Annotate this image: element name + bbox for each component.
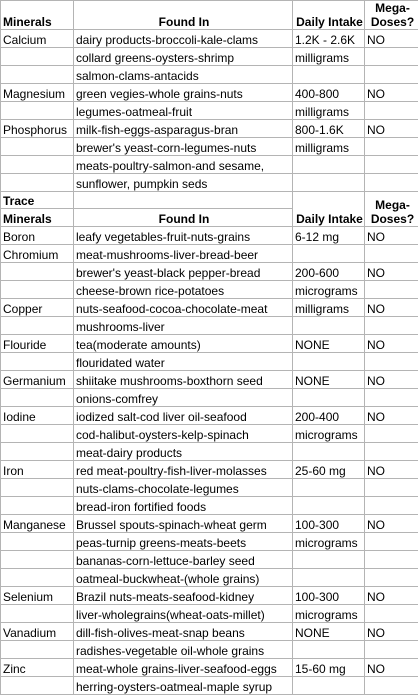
found-in-header-cell[interactable]: Found In: [74, 1, 293, 30]
daily-intake-cell[interactable]: 400-800: [293, 84, 365, 102]
mega-doses-cell[interactable]: [365, 66, 418, 84]
found-in-cell[interactable]: legumes-oatmeal-fruit: [74, 102, 293, 120]
found-in-cell[interactable]: milk-fish-eggs-asparagus-bran: [74, 120, 293, 138]
mega-doses-cell[interactable]: [365, 605, 418, 623]
found-in-cell[interactable]: meat-mushrooms-liver-bread-beer: [74, 245, 293, 263]
daily-intake-cell[interactable]: NONE: [293, 371, 365, 389]
table-row: [1, 371, 418, 389]
table-row: [1, 263, 418, 281]
daily-intake-cell[interactable]: [293, 66, 365, 84]
table-row: [1, 48, 418, 66]
daily-intake-cell[interactable]: [293, 551, 365, 569]
mega-doses-cell[interactable]: NO: [365, 407, 418, 425]
daily-intake-cell[interactable]: [293, 569, 365, 587]
mega-doses-cell[interactable]: NO: [365, 623, 418, 641]
mega-doses-cell[interactable]: [365, 533, 418, 551]
daily-intake-cell[interactable]: 200-400: [293, 407, 365, 425]
mineral-name-cell[interactable]: Flouride: [1, 335, 74, 353]
found-in-cell[interactable]: leafy vegetables-fruit-nuts-grains: [74, 227, 293, 245]
daily-intake-cell[interactable]: micrograms: [293, 281, 365, 299]
found-in-cell[interactable]: radishes-vegetable oil-whole grains: [74, 641, 293, 659]
table-row: [1, 407, 418, 425]
found-in-cell[interactable]: Brussel spouts-spinach-wheat germ: [74, 515, 293, 533]
mineral-name-cell[interactable]: [1, 641, 74, 659]
mega-doses-cell[interactable]: [365, 353, 418, 371]
found-in-cell[interactable]: meat-dairy products: [74, 443, 293, 461]
mineral-name-cell[interactable]: Vanadium: [1, 623, 74, 641]
trace-title-cell[interactable]: Trace: [1, 192, 74, 209]
mineral-name-cell[interactable]: [1, 174, 74, 192]
mega-doses-cell[interactable]: [365, 443, 418, 461]
table-row: [1, 623, 418, 641]
found-in-cell[interactable]: nuts-clams-chocolate-legumes: [74, 479, 293, 497]
table-row: [1, 659, 418, 677]
daily-intake-cell[interactable]: [293, 317, 365, 335]
daily-intake-cell[interactable]: [293, 641, 365, 659]
found-in-cell[interactable]: dairy products-broccoli-kale-clams: [74, 30, 293, 48]
found-in-cell[interactable]: collard greens-oysters-shrimp: [74, 48, 293, 66]
table-row: [1, 353, 418, 371]
table-row: [1, 515, 418, 533]
mega-doses-cell[interactable]: NO: [365, 84, 418, 102]
mineral-name-cell[interactable]: Iron: [1, 461, 74, 479]
mega-doses-cell[interactable]: [365, 425, 418, 443]
daily-intake-cell[interactable]: [293, 389, 365, 407]
mineral-name-cell[interactable]: Chromium: [1, 245, 74, 263]
daily-intake-cell[interactable]: NONE: [293, 623, 365, 641]
mineral-name-cell[interactable]: Zinc: [1, 659, 74, 677]
found-in-cell[interactable]: red meat-poultry-fish-liver-molasses: [74, 461, 293, 479]
mineral-name-cell[interactable]: Iodine: [1, 407, 74, 425]
found-in-cell[interactable]: tea(moderate amounts): [74, 335, 293, 353]
table-row: [1, 641, 418, 659]
mineral-name-cell[interactable]: [1, 263, 74, 281]
table-row: [1, 227, 418, 245]
mineral-name-cell[interactable]: [1, 156, 74, 174]
daily-intake-cell[interactable]: [293, 677, 365, 695]
table-row: [1, 245, 418, 263]
mega-doses-header-cell[interactable]: Mega-Doses?: [365, 1, 418, 30]
found-in-cell[interactable]: nuts-seafood-cocoa-chocolate-meat: [74, 299, 293, 317]
mineral-name-cell[interactable]: [1, 48, 74, 66]
found-in-cell[interactable]: meats-poultry-salmon-and sesame,: [74, 156, 293, 174]
daily-intake-cell[interactable]: 1.2K - 2.6K: [293, 30, 365, 48]
daily-intake-cell[interactable]: 200-600: [293, 263, 365, 281]
found-in-cell[interactable]: cod-halibut-oysters-kelp-spinach: [74, 425, 293, 443]
table-row: [1, 156, 418, 174]
mega-doses-cell[interactable]: [365, 281, 418, 299]
table-row: [1, 551, 418, 569]
daily-intake-cell[interactable]: 6-12 mg: [293, 227, 365, 245]
found-in-cell[interactable]: herring-oysters-oatmeal-maple syrup: [74, 677, 293, 695]
mega-doses-cell[interactable]: [365, 641, 418, 659]
table-row: [1, 389, 418, 407]
mega-doses-cell[interactable]: [365, 174, 418, 192]
table-row: [1, 479, 418, 497]
found-in-cell[interactable]: onions-comfrey: [74, 389, 293, 407]
found-in-cell[interactable]: bread-iron fortified foods: [74, 497, 293, 515]
mineral-name-cell[interactable]: [1, 677, 74, 695]
trace-found-in-header-cell[interactable]: Found In: [74, 209, 293, 227]
daily-intake-cell[interactable]: NONE: [293, 335, 365, 353]
table-row: [1, 425, 418, 443]
mineral-name-cell[interactable]: [1, 605, 74, 623]
table-row: [1, 677, 418, 695]
mineral-name-cell[interactable]: Magnesium: [1, 84, 74, 102]
table-row: [1, 120, 418, 138]
table-row: [1, 66, 418, 84]
daily-intake-cell[interactable]: micrograms: [293, 425, 365, 443]
trace-mega-doses-header-cell[interactable]: Mega-Doses?: [365, 192, 418, 227]
daily-intake-cell[interactable]: milligrams: [293, 138, 365, 156]
mineral-name-cell[interactable]: Selenium: [1, 587, 74, 605]
daily-intake-cell[interactable]: milligrams: [293, 102, 365, 120]
mega-doses-cell[interactable]: [365, 317, 418, 335]
mineral-name-cell[interactable]: [1, 317, 74, 335]
mineral-name-cell[interactable]: Phosphorus: [1, 120, 74, 138]
table-row: [1, 281, 418, 299]
mega-doses-cell[interactable]: [365, 497, 418, 515]
mineral-name-cell[interactable]: [1, 569, 74, 587]
minerals-header-cell[interactable]: Minerals: [1, 1, 74, 30]
mega-doses-cell[interactable]: NO: [365, 371, 418, 389]
mega-doses-cell[interactable]: NO: [365, 299, 418, 317]
trace-minerals-header-cell[interactable]: Minerals: [1, 209, 74, 227]
minerals-header-row: [1, 1, 418, 30]
table-row: [1, 138, 418, 156]
daily-intake-cell[interactable]: micrograms: [293, 605, 365, 623]
table-row: [1, 605, 418, 623]
mega-doses-cell[interactable]: NO: [365, 659, 418, 677]
mega-doses-cell[interactable]: NO: [365, 587, 418, 605]
trace-title-row: [1, 192, 418, 209]
found-in-cell[interactable]: green vegies-whole grains-nuts: [74, 84, 293, 102]
daily-intake-cell[interactable]: milligrams: [293, 48, 365, 66]
mega-doses-cell[interactable]: NO: [365, 263, 418, 281]
mineral-name-cell[interactable]: [1, 497, 74, 515]
mega-doses-cell[interactable]: NO: [365, 461, 418, 479]
daily-intake-cell[interactable]: 100-300: [293, 515, 365, 533]
mega-doses-cell[interactable]: [365, 569, 418, 587]
found-in-cell[interactable]: peas-turnip greens-meats-beets: [74, 533, 293, 551]
table-row: [1, 443, 418, 461]
found-in-cell[interactable]: bananas-corn-lettuce-barley seed: [74, 551, 293, 569]
found-in-cell[interactable]: liver-wholegrains(wheat-oats-millet): [74, 605, 293, 623]
found-in-cell[interactable]: cheese-brown rice-potatoes: [74, 281, 293, 299]
mineral-name-cell[interactable]: [1, 138, 74, 156]
table-row: [1, 569, 418, 587]
mega-doses-cell[interactable]: NO: [365, 335, 418, 353]
daily-intake-cell[interactable]: 25-60 mg: [293, 461, 365, 479]
found-in-cell[interactable]: brewer's yeast-black pepper-bread: [74, 263, 293, 281]
found-in-cell[interactable]: oatmeal-buckwheat-(whole grains): [74, 569, 293, 587]
mineral-name-cell[interactable]: [1, 353, 74, 371]
mineral-name-cell[interactable]: Germanium: [1, 371, 74, 389]
found-in-cell[interactable]: shiitake mushrooms-boxthorn seed: [74, 371, 293, 389]
daily-intake-cell[interactable]: milligrams: [293, 299, 365, 317]
table-row: [1, 335, 418, 353]
found-in-cell[interactable]: sunflower, pumpkin seds: [74, 174, 293, 192]
mineral-name-cell[interactable]: Calcium: [1, 30, 74, 48]
mega-doses-cell[interactable]: NO: [365, 30, 418, 48]
mega-doses-cell[interactable]: NO: [365, 227, 418, 245]
trace-daily-intake-header-cell[interactable]: Daily Intake: [293, 192, 365, 227]
mega-doses-cell[interactable]: [365, 479, 418, 497]
mega-doses-cell[interactable]: [365, 102, 418, 120]
mineral-name-cell[interactable]: [1, 533, 74, 551]
found-in-cell[interactable]: meat-whole grains-liver-seafood-eggs: [74, 659, 293, 677]
found-in-cell[interactable]: dill-fish-olives-meat-snap beans: [74, 623, 293, 641]
found-in-cell[interactable]: iodized salt-cod liver oil-seafood: [74, 407, 293, 425]
table-row: [1, 30, 418, 48]
found-in-cell[interactable]: salmon-clams-antacids: [74, 66, 293, 84]
mineral-name-cell[interactable]: [1, 102, 74, 120]
table-row: [1, 497, 418, 515]
mineral-name-cell[interactable]: [1, 425, 74, 443]
empty-cell[interactable]: [74, 192, 293, 209]
mega-doses-cell[interactable]: [365, 389, 418, 407]
mineral-name-cell[interactable]: [1, 66, 74, 84]
mega-doses-cell[interactable]: NO: [365, 515, 418, 533]
mega-doses-cell[interactable]: [365, 156, 418, 174]
found-in-cell[interactable]: brewer's yeast-corn-legumes-nuts: [74, 138, 293, 156]
table-row: [1, 84, 418, 102]
mineral-name-cell[interactable]: [1, 443, 74, 461]
mineral-name-cell[interactable]: Manganese: [1, 515, 74, 533]
daily-intake-cell[interactable]: [293, 245, 365, 263]
table-row: [1, 102, 418, 120]
mineral-name-cell[interactable]: Boron: [1, 227, 74, 245]
mega-doses-cell[interactable]: [365, 677, 418, 695]
table-row: [1, 533, 418, 551]
daily-intake-header-cell[interactable]: Daily Intake: [293, 1, 365, 30]
mega-doses-cell[interactable]: NO: [365, 120, 418, 138]
daily-intake-cell[interactable]: [293, 497, 365, 515]
mineral-name-cell[interactable]: [1, 551, 74, 569]
found-in-cell[interactable]: flouridated water: [74, 353, 293, 371]
mega-doses-cell[interactable]: [365, 138, 418, 156]
mega-doses-cell[interactable]: [365, 245, 418, 263]
daily-intake-cell[interactable]: 15-60 mg: [293, 659, 365, 677]
daily-intake-cell[interactable]: 800-1.6K: [293, 120, 365, 138]
mineral-name-cell[interactable]: Copper: [1, 299, 74, 317]
daily-intake-cell[interactable]: 100-300: [293, 587, 365, 605]
table-row: [1, 174, 418, 192]
table-row: [1, 587, 418, 605]
found-in-cell[interactable]: Brazil nuts-meats-seafood-kidney: [74, 587, 293, 605]
daily-intake-cell[interactable]: [293, 443, 365, 461]
daily-intake-cell[interactable]: [293, 174, 365, 192]
mineral-name-cell[interactable]: [1, 479, 74, 497]
mega-doses-cell[interactable]: [365, 551, 418, 569]
daily-intake-cell[interactable]: [293, 156, 365, 174]
daily-intake-cell[interactable]: micrograms: [293, 533, 365, 551]
mega-doses-cell[interactable]: [365, 48, 418, 66]
table-row: [1, 461, 418, 479]
found-in-cell[interactable]: mushrooms-liver: [74, 317, 293, 335]
daily-intake-cell[interactable]: [293, 353, 365, 371]
table-row: [1, 317, 418, 335]
mineral-name-cell[interactable]: [1, 281, 74, 299]
table-row: [1, 299, 418, 317]
mineral-name-cell[interactable]: [1, 389, 74, 407]
spreadsheet-body: [1, 1, 418, 695]
daily-intake-cell[interactable]: [293, 479, 365, 497]
